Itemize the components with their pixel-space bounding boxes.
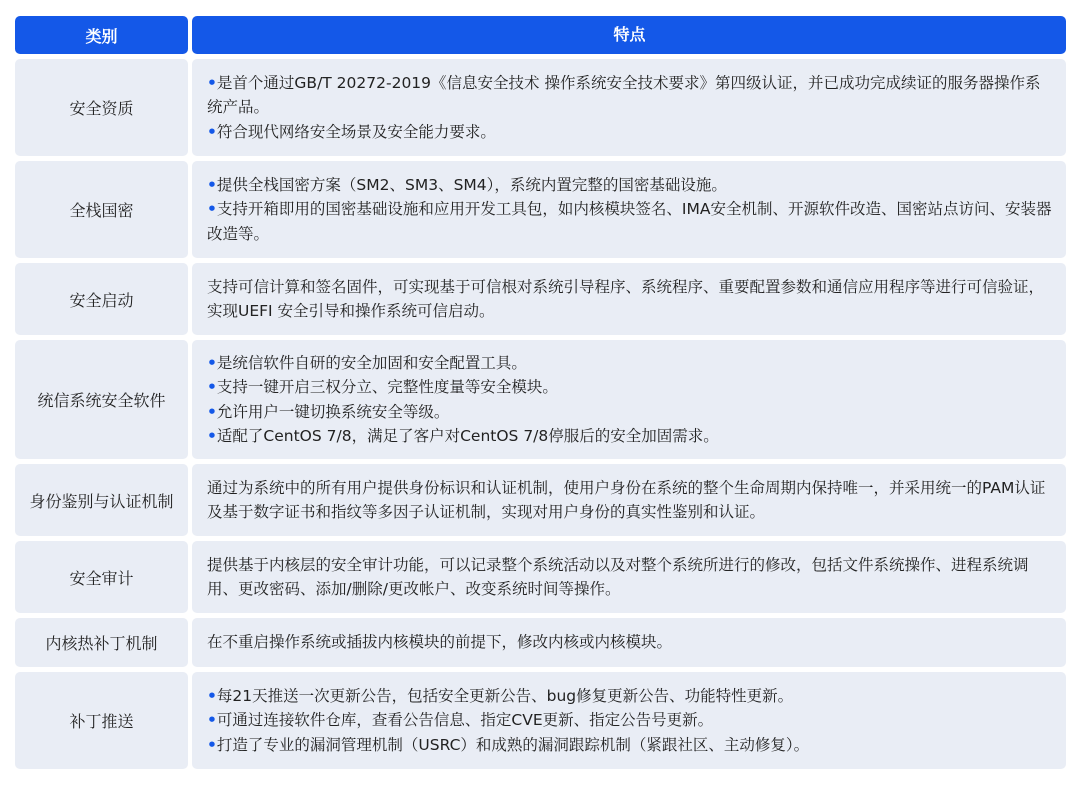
feature-bullet: •打造了专业的漏洞管理机制（USRC）和成熟的漏洞跟踪机制（紧跟社区、主动修复）。 <box>207 735 810 754</box>
feature-bullet: •符合现代网络安全场景及安全能力要求。 <box>207 122 496 141</box>
bullet-dot-icon: • <box>207 175 217 194</box>
header-features: 特点 <box>192 16 1066 54</box>
row-features <box>192 541 1066 613</box>
bullet-dot-icon: • <box>207 122 217 141</box>
table-row <box>15 340 1066 459</box>
row-category: 安全启动 <box>15 263 188 335</box>
header-category: 类别 <box>15 16 188 54</box>
bullet-dot-icon: • <box>207 735 217 754</box>
row-features <box>192 464 1066 536</box>
table-row <box>15 59 1066 156</box>
row-features <box>192 672 1066 769</box>
feature-bullet: •提供全栈国密方案（SM2、SM3、SM4），系统内置完整的国密基础设施。 <box>207 175 727 194</box>
bullet-dot-icon: • <box>207 200 217 219</box>
row-category: 全栈国密 <box>15 161 188 258</box>
row-features <box>192 59 1066 156</box>
bullet-dot-icon: • <box>207 427 217 445</box>
row-category: 身份鉴别与认证机制 <box>15 464 188 536</box>
feature-text: 支持可信计算和签名固件，可实现基于可信根对系统引导程序、系统程序、重要配置参数和通信应用程序等进行可信验证，实现UEFI 安全引导和操作系统可信启动。 <box>207 277 1045 320</box>
table-header <box>15 16 1066 54</box>
row-features <box>192 618 1066 667</box>
row-category: 补丁推送 <box>15 672 188 769</box>
row-category: 安全审计 <box>15 541 188 613</box>
row-features <box>192 263 1066 335</box>
table-row <box>15 618 1066 667</box>
feature-bullet: •允许用户一键切换系统安全等级。 <box>207 402 450 421</box>
row-category: 内核热补丁机制 <box>15 618 188 667</box>
feature-bullet: •是首个通过GB/T 20272-2019《信息安全技术 操作系统安全技术要求》第四级认证，并已成功完成续证的服务器操作系统产品。 <box>207 73 1041 117</box>
row-category: 统信系统安全软件 <box>15 340 188 459</box>
bullet-dot-icon: • <box>207 353 217 372</box>
feature-text: 提供基于内核层的安全审计功能，可以记录整个系统活动以及对整个系统所进行的修改，包括文件系统操作、进程系统调用、更改密码、添加/删除/更改帐户、改变系统时间等操作。 <box>207 555 1029 598</box>
bullet-dot-icon: • <box>207 711 217 730</box>
feature-text: 通过为系统中的所有用户提供身份标识和认证机制，使用户身份在系统的整个生命周期内保持唯一，并采用统一的PAM认证及基于数字证书和指纹等多因子认证机制，实现对用户身份的真实性鉴别和认证。 <box>207 478 1046 521</box>
table-row <box>15 541 1066 613</box>
feature-bullet: •可通过连接软件仓库，查看公告信息、指定CVE更新、指定公告号更新。 <box>207 711 714 730</box>
feature-bullet: •支持一键开启三权分立、完整性度量等安全模块。 <box>207 378 558 396</box>
bullet-dot-icon: • <box>207 378 217 396</box>
bullet-dot-icon: • <box>207 402 217 421</box>
feature-bullet: •支持开箱即用的国密基础设施和应用开发工具包，如内核模块签名、IMA安全机制、开源软件改造、国密站点访问、安装器改造等。 <box>207 200 1052 243</box>
security-features-table <box>15 16 1066 774</box>
table-row <box>15 161 1066 258</box>
row-category: 安全资质 <box>15 59 188 156</box>
feature-text: 在不重启操作系统或插拔内核模块的前提下，修改内核或内核模块。 <box>207 633 673 652</box>
table-row <box>15 464 1066 536</box>
bullet-dot-icon: • <box>207 686 217 705</box>
table-row <box>15 672 1066 769</box>
feature-bullet: •是统信软件自研的安全加固和安全配置工具。 <box>207 353 527 372</box>
bullet-dot-icon: • <box>207 73 217 92</box>
row-features <box>192 340 1066 459</box>
table-row <box>15 263 1066 335</box>
row-features <box>192 161 1066 258</box>
feature-bullet: •适配了CentOS 7/8，满足了客户对CentOS 7/8停服后的安全加固需求。 <box>207 427 719 445</box>
feature-bullet: •每21天推送一次更新公告，包括安全更新公告、bug修复更新公告、功能特性更新。 <box>207 686 794 705</box>
